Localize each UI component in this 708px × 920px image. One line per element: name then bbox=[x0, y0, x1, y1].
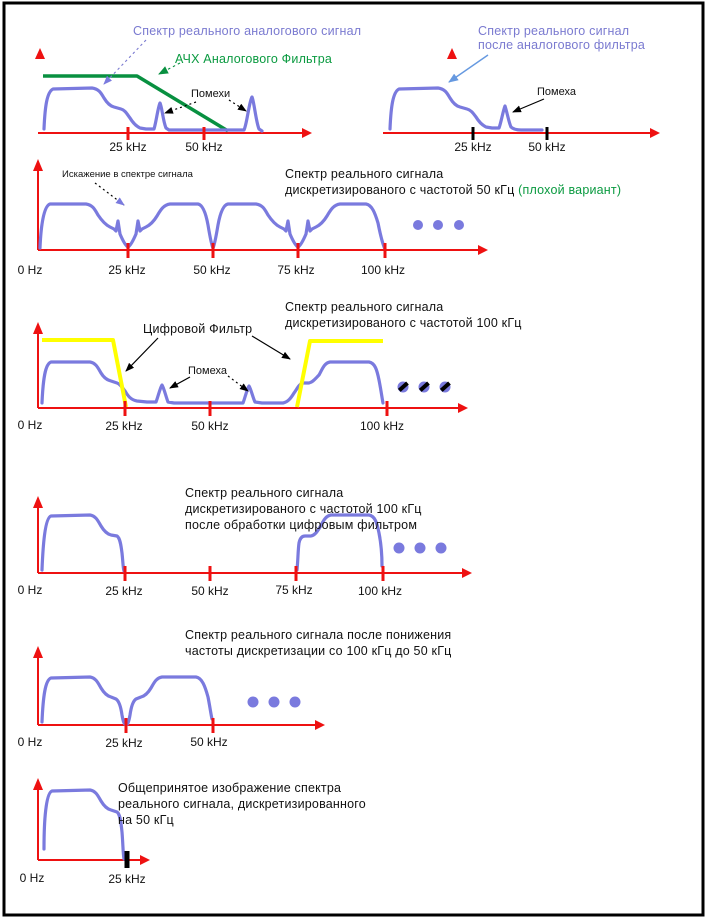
plot-e-title-line3: после обработки цифровым фильтром bbox=[185, 518, 418, 532]
digital-filter-arrow-left bbox=[126, 338, 158, 371]
plot-f-continuation-dot bbox=[290, 697, 301, 708]
plot-c-tick-label-0: 0 Hz bbox=[17, 263, 43, 277]
plot-e-continuation-dot bbox=[415, 543, 426, 554]
plot-conventional-50khz bbox=[20, 778, 366, 886]
plot-e-tick-label-50: 50 kHz bbox=[191, 584, 229, 598]
digital-filter-arrow-right bbox=[252, 336, 290, 359]
plot-e-y-axis-arrow bbox=[33, 496, 43, 508]
plot-after-analog-filter bbox=[383, 24, 660, 154]
plot-c-tick-label-25: 25 kHz bbox=[108, 263, 146, 277]
plot-c-spectrum-curve bbox=[40, 204, 385, 249]
plot-e-title-line2: дискретизированого с частотой 100 кГц bbox=[185, 502, 422, 516]
plot-b-noise-arrow bbox=[513, 99, 544, 112]
plot-a-noise-arrow-right bbox=[229, 100, 246, 111]
plot-a-x-axis-arrow bbox=[302, 128, 312, 138]
plot-f-continuation-dot bbox=[248, 697, 259, 708]
plot-f-tick-label-25: 25 kHz bbox=[105, 736, 143, 750]
plot-g-tick-label-0: 0 Hz bbox=[19, 871, 45, 885]
plot-e-tick-label-25: 25 kHz bbox=[105, 584, 143, 598]
plot-g-spectrum-curve bbox=[44, 790, 124, 859]
plot-d-x-axis-arrow bbox=[458, 403, 468, 413]
plot-e-continuation-dot bbox=[394, 543, 405, 554]
plot-c-continuation-dot bbox=[413, 220, 423, 230]
plot-a-tick-label-25: 25 kHz bbox=[109, 140, 147, 154]
plot-a-tick-label-50: 50 kHz bbox=[185, 140, 223, 154]
plot-c-title-line2-green: (плохой вариант) bbox=[518, 183, 622, 197]
digital-filter-left-edge bbox=[42, 340, 126, 407]
analog-filter-label: АЧХ Аналогового Фильтра bbox=[175, 52, 333, 66]
plot-b-title-line1: Спектр реального сигнал bbox=[478, 24, 630, 38]
plot-f-title-line2: частоты дискретизации со 100 кГц до 50 кГц bbox=[185, 644, 452, 658]
plot-c-tick-label-100: 100 kHz bbox=[360, 263, 406, 277]
plot-f-title-line1: Спектр реального сигнала после понижения bbox=[185, 628, 452, 642]
plot-a-noise-label: Помехи bbox=[191, 88, 231, 100]
plot-downsampled-50khz bbox=[18, 628, 452, 750]
digital-filter-label: Цифровой Фильтр bbox=[143, 322, 253, 336]
plot-c-distortion-label: Искажение в спектре сигнала bbox=[62, 169, 193, 180]
plot-e-continuation-dot bbox=[436, 543, 447, 554]
plot-b-tick-label-50: 50 kHz bbox=[528, 140, 566, 154]
plot-g-title-line1: Общепринятое изображение спектра bbox=[118, 781, 342, 795]
analog-signal-spectrum-label: Спектр реального аналогового сигнал bbox=[133, 24, 362, 38]
plot-e-tick-label-75: 75 kHz bbox=[275, 583, 313, 597]
plot-d-tick-label-100: 100 kHz bbox=[359, 419, 405, 433]
plot-d-title-line1: Спектр реального сигнала bbox=[285, 300, 444, 314]
plot-c-distortion-arrow bbox=[95, 183, 124, 205]
plot-e-tick-label-100: 100 kHz bbox=[357, 584, 403, 598]
plot-b-tick-label-25: 25 kHz bbox=[454, 140, 492, 154]
plot-f-tick-label-0: 0 Hz bbox=[17, 735, 43, 749]
plot-b-title-line2: после аналогового фильтра bbox=[478, 38, 646, 52]
plot-c-x-axis-arrow bbox=[478, 245, 488, 255]
plot-g-title-line3: на 50 кГц bbox=[118, 813, 174, 827]
plot-e-left-hump bbox=[42, 515, 124, 571]
plot-c-continuation-dot bbox=[454, 220, 464, 230]
plot-c-title-line2-black: дискретизированого с частотой 50 кГц bbox=[285, 183, 519, 197]
plot-d-title-line2: дискретизированого с частотой 100 кГц bbox=[285, 316, 522, 330]
plot-c-tick-label-50: 50 kHz bbox=[193, 263, 231, 277]
plot-g-y-axis-arrow bbox=[33, 778, 43, 790]
plot-e-tick-label-0: 0 Hz bbox=[17, 583, 43, 597]
plot-d-tick-label-25: 25 kHz bbox=[105, 419, 143, 433]
plot-d-noise-arrow-left bbox=[170, 377, 190, 388]
plot-c-title-line1: Спектр реального сигнала bbox=[285, 167, 444, 181]
plot-e-x-axis-arrow bbox=[462, 568, 472, 578]
plot-sampled-100khz bbox=[18, 300, 522, 433]
plot-analog-signal bbox=[35, 24, 361, 154]
plot-b-title-arrow bbox=[449, 55, 488, 82]
plot-f-tick-label-50: 50 kHz bbox=[190, 735, 228, 749]
plot-e-title-line1: Спектр реального сигнала bbox=[185, 486, 344, 500]
plot-g-tick-label-25: 25 kHz bbox=[108, 872, 146, 886]
plot-d-continuation-dots bbox=[398, 381, 451, 392]
plot-filtered-100khz bbox=[18, 486, 472, 598]
plot-c-y-axis-arrow bbox=[33, 159, 43, 171]
plot-sampled-50khz bbox=[18, 159, 622, 277]
plot-b-x-axis-arrow bbox=[650, 128, 660, 138]
plot-a-y-axis-arrow bbox=[35, 48, 45, 59]
plot-b-noise-label: Помеха bbox=[537, 86, 576, 98]
plot-b-y-axis-arrow bbox=[447, 48, 457, 59]
plot-g-x-axis-arrow bbox=[140, 855, 150, 865]
plot-d-tick-label-50: 50 kHz bbox=[191, 419, 229, 433]
plot-f-x-axis-arrow bbox=[315, 720, 325, 730]
plot-d-y-axis-arrow bbox=[33, 322, 43, 334]
plot-c-continuation-dot bbox=[433, 220, 443, 230]
plot-d-noise-arrow-right bbox=[228, 376, 248, 391]
plot-f-y-axis-arrow bbox=[33, 646, 43, 658]
plot-f-spectrum-curve bbox=[42, 677, 212, 725]
plot-d-noise-label: Помеха bbox=[188, 365, 227, 377]
digital-filter-right-edge bbox=[297, 341, 383, 407]
plot-f-continuation-dot bbox=[269, 697, 280, 708]
plot-g-title-line2: реального сигнала, дискретизированного bbox=[118, 797, 366, 811]
plot-c-tick-label-75: 75 kHz bbox=[277, 263, 315, 277]
plot-d-tick-label-0: 0 Hz bbox=[17, 418, 43, 432]
plot-c-title-line2 bbox=[285, 183, 621, 197]
